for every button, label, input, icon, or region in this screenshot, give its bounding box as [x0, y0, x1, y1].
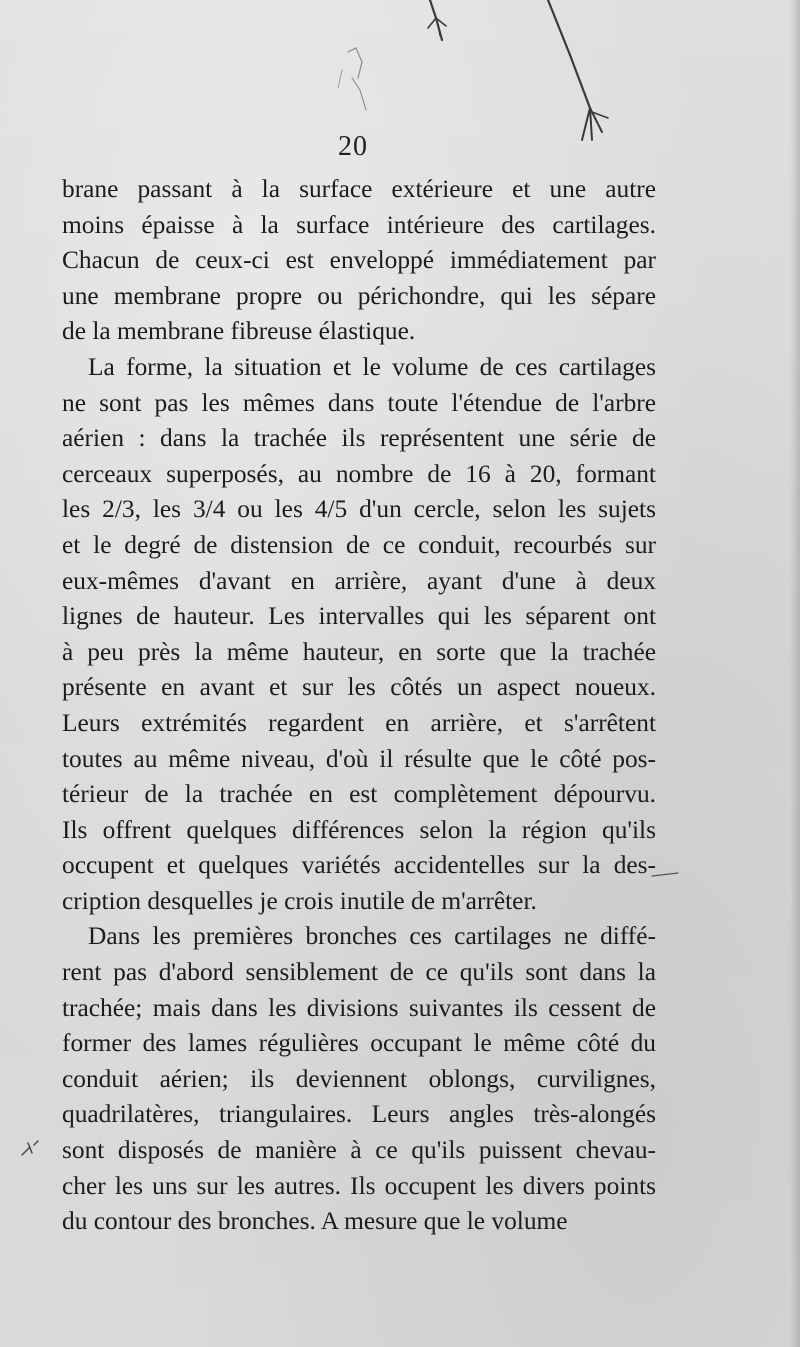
- margin-mark: [18, 1135, 44, 1161]
- text-line: térieur de la trachée en est complètement dépourvu.: [62, 780, 656, 809]
- body-text: [62, 172, 656, 1240]
- text-line: former des lames régulières occupant le même côté du: [62, 1029, 656, 1058]
- text-line: Dans les premières bronches ces cartilages ne diffé-: [88, 922, 656, 951]
- paragraph: [62, 919, 656, 1239]
- text-line: occupent et quelques variétés accidentelles sur la des-: [62, 851, 656, 880]
- text-line: brane passant à la surface extérieure et une autre: [62, 175, 656, 203]
- text-line: toutes au même niveau, d'où il résulte que le côté pos-: [62, 744, 656, 773]
- text-line: lignes de hauteur. Les intervalles qui les séparent ont: [62, 602, 656, 631]
- text-line: de la membrane fibreuse élastique.: [62, 317, 416, 346]
- text-line: trachée; mais dans les divisions suivantes ils cessent de: [62, 993, 656, 1022]
- text-line: Ils offrent quelques différences selon la région qu'ils: [62, 815, 656, 844]
- page-number: 20: [338, 131, 368, 162]
- text-line: Leurs extrémités regardent en arrière, et s'arrêtent: [62, 708, 656, 737]
- text-line: quadrilatères, triangulaires. Leurs angles très-alongés: [62, 1100, 656, 1129]
- text-line: du contour des bronches. A mesure que le volume: [62, 1207, 568, 1236]
- text-line: et le degré de distension de ce conduit, recourbés sur: [62, 530, 656, 559]
- text-line: à peu près la même hauteur, en sorte que la trachée: [62, 637, 656, 666]
- text-line: présente en avant et sur les côtés un aspect noueux.: [62, 673, 656, 702]
- text-line: La forme, la situation et le volume de ces cartilages: [88, 352, 656, 381]
- page-edge-shadow: [790, 0, 800, 1347]
- text-line: une membrane propre ou périchondre, qui les sépare: [62, 281, 656, 310]
- text-line: sont disposés de manière à ce qu'ils puissent chevau-: [62, 1136, 656, 1165]
- text-line: Chacun de ceux-ci est enveloppé immédiatement par: [62, 246, 656, 275]
- text-line: cerceaux superposés, au nombre de 16 à 20, formant: [62, 459, 656, 488]
- text-line: cher les uns sur les autres. Ils occupent les divers points: [62, 1171, 656, 1200]
- text-line: rent pas d'abord sensiblement de ce qu'ils sont dans la: [62, 958, 656, 987]
- text-line: moins épaisse à la surface intérieure des cartilages.: [62, 210, 656, 239]
- pencil-scribble-mark: [290, 0, 630, 150]
- paragraph: [62, 172, 656, 350]
- text-line: les 2/3, les 3/4 ou les 4/5 d'un cercle, selon les sujets: [62, 495, 656, 524]
- text-line: conduit aérien; ils deviennent oblongs, curvilignes,: [62, 1064, 656, 1093]
- text-line: ne sont pas les mêmes dans toute l'étendue de l'arbre: [62, 388, 656, 417]
- text-line: cription desquelles je crois inutile de m'arrêter.: [62, 886, 537, 915]
- paragraph: [62, 350, 656, 920]
- text-line: aérien : dans la trachée ils représentent une série de: [62, 424, 656, 453]
- margin-dash-mark: [650, 870, 680, 880]
- text-line: eux-mêmes d'avant en arrière, ayant d'une à deux: [62, 566, 656, 595]
